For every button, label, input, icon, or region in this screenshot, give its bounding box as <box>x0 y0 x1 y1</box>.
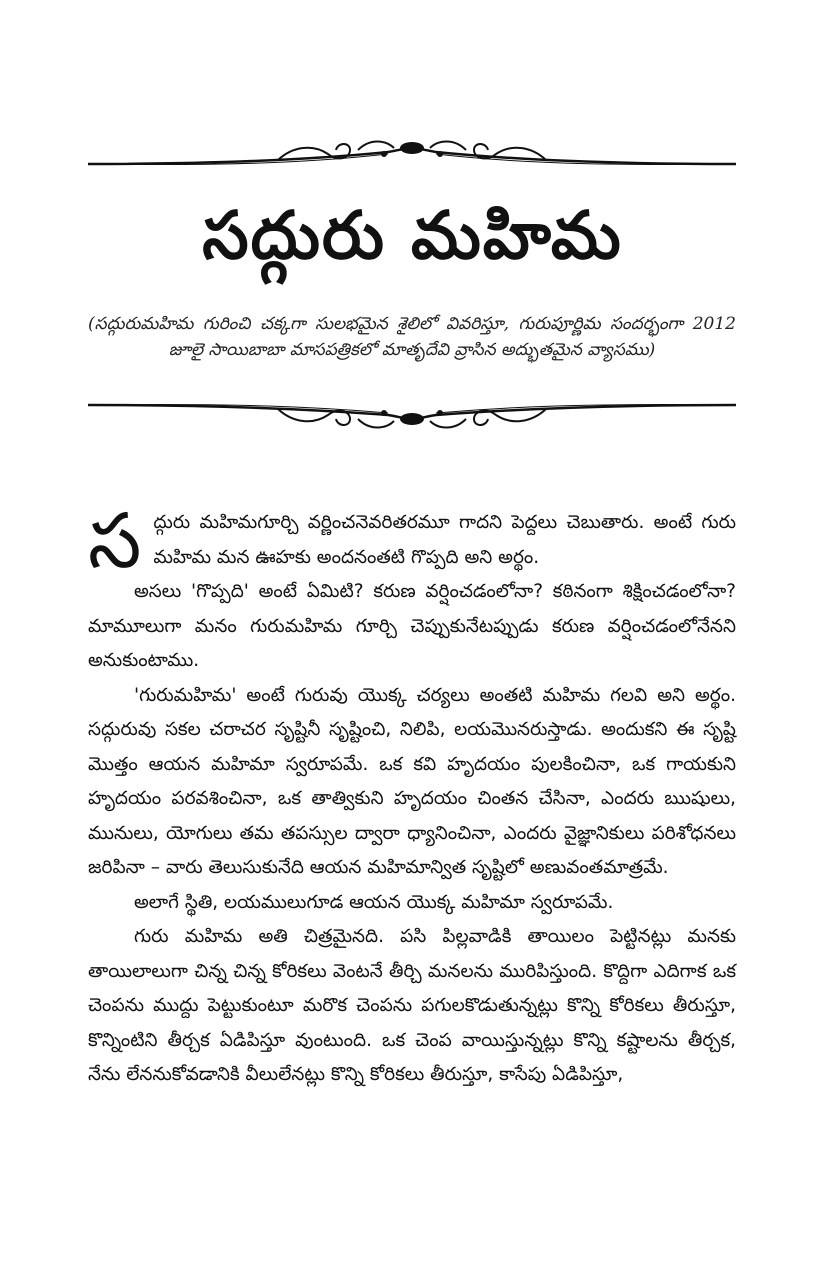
paragraph-3: 'గురుమహిమ' అంటే గురువు యొక్క చర్యలు అంతటి మహిమ గలవి అని అర్థం. సద్గురువు సకల చరాచర సృష్టినీ సృష్టించి, నిలిపి, లయమొనరుస్తాడు. అందుకని ఈ సృష్టి మొత్తం ఆయన మహిమా స్వరూపమే. ఒక కవి హృదయం పులకించినా, ఒక గాయకుని హృదయం పరవశించినా, ఒక తాత్వికుని హృదయం చింతన చేసినా, ఎందరు ఋషులు, మునులు, యోగులు తమ తపస్సుల ద్వారా ధ్యానించినా, ఎందరు వైజ్ఞానికులు పరిశోధనలు జరిపినా – వారు తెలుసుకునేది ఆయన మహిమాన్విత సృష్టిలో అణువంతమాత్రమే. <box>88 684 736 878</box>
drop-cap: స <box>88 496 142 585</box>
paragraph-4: అలాగే స్థితి, లయములుగూడ ఆయన యొక్క మహిమా స్వరూపమే. <box>134 891 614 913</box>
bottom-ornament-divider <box>88 393 736 433</box>
article-subtitle: (సద్గురుమహిమ గురించి చక్కగా సులభమైన శైలిలో వివరిస్తూ, గురుపూర్ణిమ సందర్భంగా 2012 జూలై సాయిబాబా మాసపత్రికలో మాతృదేవి వ్రాసిన అద్భుతమైన వ్యాసము) <box>88 314 736 360</box>
paragraph-1 <box>88 496 736 585</box>
article-body <box>88 496 736 1093</box>
paragraph-5: గురు మహిమ అతి చిత్రమైనది. పసి పిల్లవాడికి తాయిలం పెట్టినట్లు మనకు తాయిలాలుగా చిన్న చిన్న కోరికలు వెంటనే తీర్చి మనలను మురిపిస్తుంది. కొద్దిగా ఎదిగాక ఒక చెంపను ముద్దు పెట్టుకుంటూ మరొక చెంపను పగులకొడుతున్నట్లు కొన్ని కోరికలు తీరుస్తూ, కొన్నింటిని తీర్చక ఏడిపిస్తూ వుంటుంది. ఒక చెంప వాయిస్తున్నట్లు కొన్ని కష్టాలను తీర్చక, నేను లేననుకోవడానికి వీలులేనట్లు కొన్ని కోరికలు తీరుస్తూ, కాసేపు ఏడిపిస్తూ, <box>88 926 736 1085</box>
paragraph-text: ద్గురు మహిమగూర్చి వర్ణించనెవరితరమూ గాదని పెద్దలు చెబుతారు. అంటే గురు మహిమ మన ఊహకు అందనంతటి గొప్పది అని అర్థం. <box>153 512 736 568</box>
paragraph-2: అసలు 'గొప్పది' అంటే ఏమిటి? కరుణ వర్షించడంలోనా? కఠినంగా శిక్షించడంలోనా? మామూలుగా మనం గురుమహిమ గూర్చి చెప్పుకునేటప్పుడు కరుణ వర్షించడంలోనేనని అనుకుంటాము. <box>88 581 736 671</box>
top-ornament-divider <box>88 134 736 174</box>
page-title: సద్గురు మహిమ <box>202 197 623 274</box>
